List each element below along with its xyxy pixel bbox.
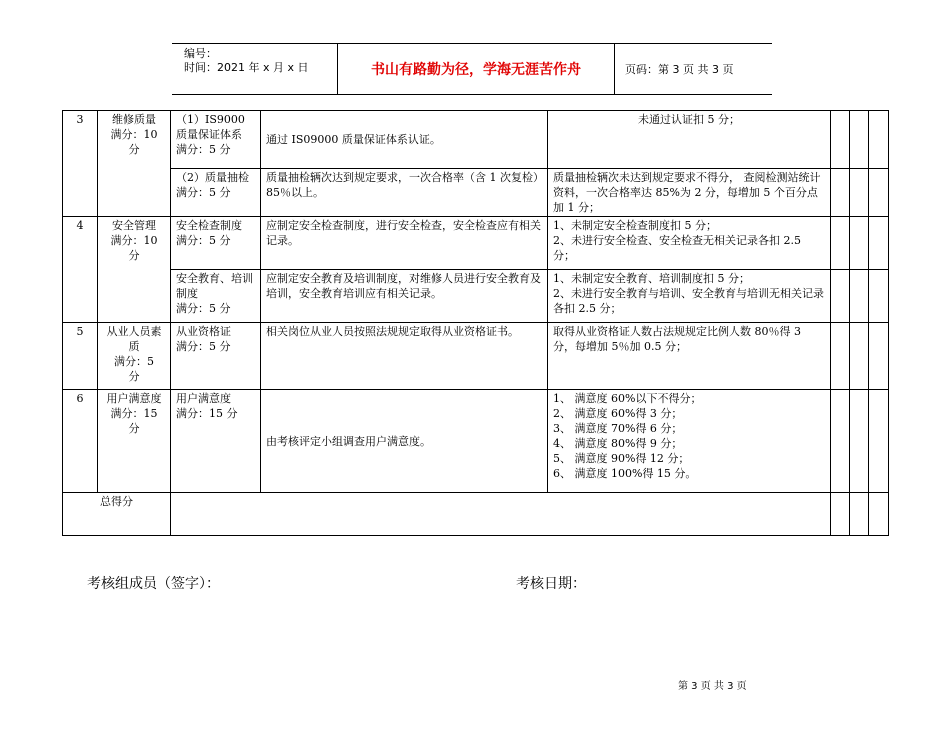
total-label: 总得分 <box>63 493 171 536</box>
time-label: 时间：2021 年 x 月 x 日 <box>184 61 309 74</box>
row-number: 4 <box>63 217 98 323</box>
score-cell <box>831 390 850 493</box>
score-cell <box>831 270 850 323</box>
table-row <box>63 217 889 270</box>
total-score <box>171 493 831 536</box>
score-cell <box>869 217 889 270</box>
members-signature-label: 考核组成员（签字）： <box>87 576 220 592</box>
assessment-item: 从业人员素质 满分：5 分 <box>98 323 171 390</box>
score-cell <box>850 111 869 169</box>
assessment-item: 用户满意度 满分：15 分 <box>98 390 171 493</box>
score-cell <box>869 323 889 390</box>
score-cell <box>831 111 850 169</box>
standard: 质量抽检辆次达到规定要求，一次合格率（含 1 次复检）85％以上。 <box>261 169 548 217</box>
header-left <box>172 44 337 94</box>
score-cell <box>831 217 850 270</box>
page-header <box>172 43 772 95</box>
table-row <box>63 111 889 169</box>
row-number: 5 <box>63 323 98 390</box>
assessment-item: 安全管理 满分：10 分 <box>98 217 171 323</box>
sub-item: 安全教育、培训制度 满分：5 分 <box>171 270 261 323</box>
assessment-item: 维修质量 满分：10 分 <box>98 111 171 217</box>
sub-item: 用户满意度 满分：15 分 <box>171 390 261 493</box>
sub-item: （2）质量抽检 满分：5 分 <box>171 169 261 217</box>
row-number: 6 <box>63 390 98 493</box>
scoring-rule: 质量抽检辆次未达到规定要求不得分， 查阅检测站统计资料，一次合格率达 85%为 2 分，每增加 5 个百分点加 1 分； <box>548 169 831 217</box>
slogan: 书山有路勤为径，学海无涯苦作舟 <box>337 44 615 94</box>
scoring-rule: 未通过认证扣 5 分； <box>548 111 831 169</box>
row-number: 3 <box>63 111 98 217</box>
score-cell <box>850 217 869 270</box>
standard: 由考核评定小组调查用户满意度。 <box>261 390 548 493</box>
standard: 相关岗位从业人员按照法规规定取得从业资格证书。 <box>261 323 548 390</box>
score-cell <box>850 169 869 217</box>
assessment-table <box>62 110 889 536</box>
score-cell <box>850 390 869 493</box>
score-cell <box>850 493 869 536</box>
page-info: 页码：第 3 页 共 3 页 <box>625 63 734 76</box>
total-row <box>63 493 889 536</box>
page-footer: 第 3 页 共 3 页 <box>678 681 747 692</box>
score-cell <box>869 493 889 536</box>
score-cell <box>869 169 889 217</box>
score-cell <box>850 323 869 390</box>
score-cell <box>831 323 850 390</box>
table-row <box>63 270 889 323</box>
score-cell <box>831 169 850 217</box>
standard: 应制定安全检查制度，进行安全检查，安全检查应有相关记录。 <box>261 217 548 270</box>
score-cell <box>869 270 889 323</box>
number-label: 编号： <box>184 47 217 60</box>
sub-item: 从业资格证 满分：5 分 <box>171 323 261 390</box>
scoring-rule: 1、未制定安全教育、培训制度扣 5 分； 2、未进行安全教育与培训、安全教育与培训无相关记录各扣 2.5 分； <box>548 270 831 323</box>
sub-item: （1）IS9000 质量保证体系 满分：5 分 <box>171 111 261 169</box>
assessment-date-label: 考核日期： <box>516 576 586 592</box>
standard: 通过 IS09000 质量保证体系认证。 <box>261 111 548 169</box>
score-cell <box>869 390 889 493</box>
table-row <box>63 169 889 217</box>
score-cell <box>831 493 850 536</box>
table-body <box>63 111 889 536</box>
table-row <box>63 323 889 390</box>
scoring-rule: 1、 满意度 60%以下不得分； 2、 满意度 60%得 3 分； 3、 满意度 70%得 6 分； 4、 满意度 80%得 9 分； 5、 满意度 90%得 12 分； 6、 满意度 100%得 15 分。 <box>548 390 831 493</box>
table-row <box>63 390 889 493</box>
score-cell <box>850 270 869 323</box>
sub-item: 安全检查制度 满分：5 分 <box>171 217 261 270</box>
scoring-rule: 1、未制定安全检查制度扣 5 分； 2、未进行安全检查、安全检查无相关记录各扣 2.5 分； <box>548 217 831 270</box>
standard: 应制定安全教育及培训制度，对维修人员进行安全教育及培训，安全教育培训应有相关记录。 <box>261 270 548 323</box>
scoring-rule: 取得从业资格证人数占法规规定比例人数 80％得 3 分，每增加 5％加 0.5 分； <box>548 323 831 390</box>
score-cell <box>869 111 889 169</box>
